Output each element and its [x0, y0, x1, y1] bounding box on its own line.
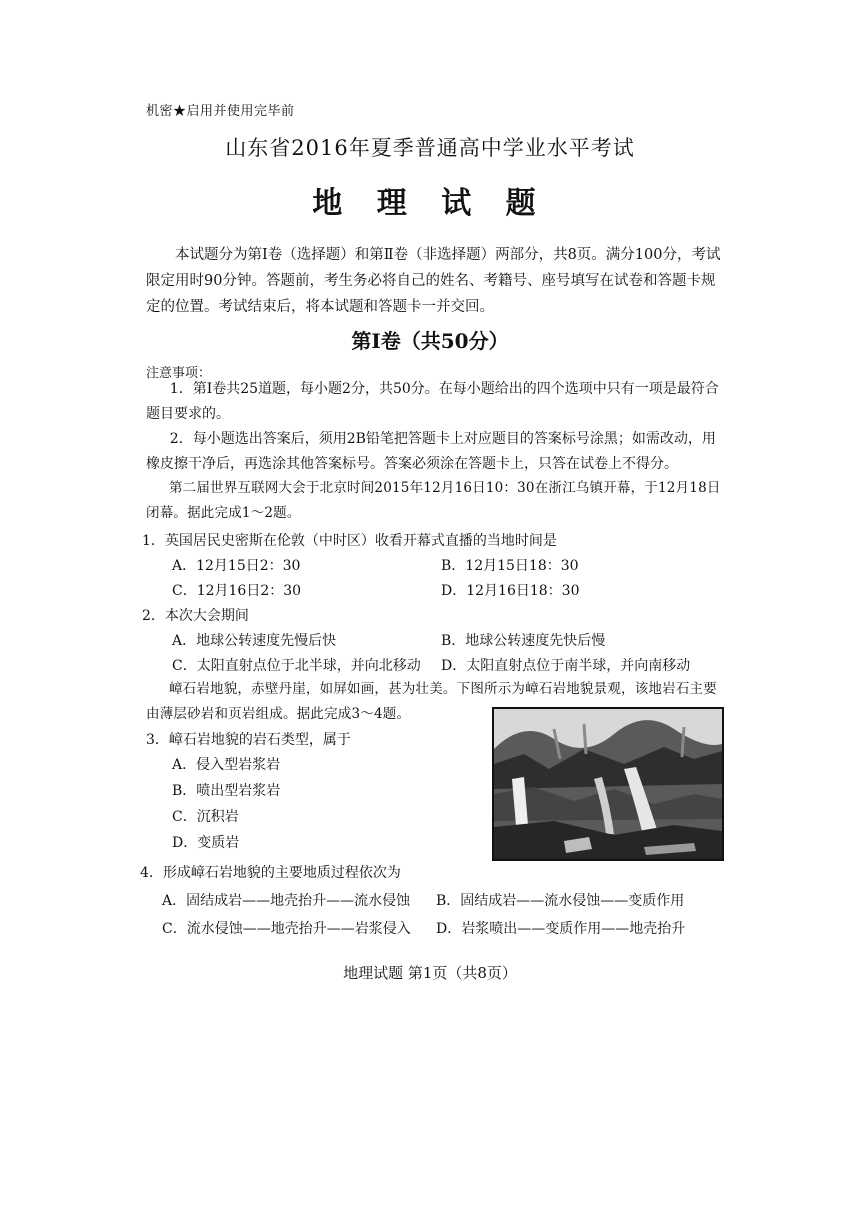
passage-internet-conference: 第二届世界互联网大会于北京时间2015年12月16日10：30在浙江乌镇开幕，于12月18日闭幕。据此完成1～2题。 [146, 480, 721, 521]
question-1-option-d: D．12月16日18：30 [441, 583, 580, 599]
question-4-option-c: C．流水侵蚀——地壳抬升——岩浆侵入 [162, 921, 411, 937]
note-item: 2．每小题选出答案后，须用2B铅笔把答题卡上对应题目的答案标号涂黑；如需改动，用橡皮擦干净后，再选涂其他答案标号。答案必须涂在答题卡上，只答在试卷上不得分。 [146, 431, 716, 472]
question-4-option-d: D．岩浆喷出——变质作用——地壳抬升 [436, 921, 686, 937]
question-4-stem: 4．形成嶂石岩地貌的主要地质过程依次为 [140, 865, 401, 881]
note-item: 1．第Ⅰ卷共25道题，每小题2分，共50分。在每小题给出的四个选项中只有一项是最符合题目要求的。 [146, 381, 719, 422]
confidential-mark: 机密★启用并使用完毕前 [146, 104, 295, 119]
subject-title: 地 理 试 题 [312, 186, 548, 221]
question-4-option-b: B．固结成岩——流水侵蚀——变质作用 [436, 893, 685, 909]
exam-title: 山东省2016年夏季普通高中学业水平考试 [225, 136, 635, 160]
page-footer: 地理试题 第1页（共8页） [343, 964, 517, 982]
exam-instructions: 本试题分为第Ⅰ卷（选择题）和第Ⅱ卷（非选择题）两部分，共8页。满分100分，考试限定用时90分钟。答题前，考生务必将自己的姓名、考籍号、座号填写在试卷和答题卡规定的位置。考试结束后，将本试题和答题卡一并交回。 [146, 247, 721, 315]
question-4-option-a: A．固结成岩——地壳抬升——流水侵蚀 [162, 893, 411, 909]
question-3-option-a: A．侵入型岩浆岩 [172, 757, 281, 773]
question-2-stem: 2．本次大会期间 [142, 608, 249, 624]
question-2-option-a: A．地球公转速度先慢后快 [172, 633, 337, 649]
question-3-option-b: B．喷出型岩浆岩 [172, 783, 281, 799]
question-1-option-b: B．12月15日18：30 [441, 558, 579, 574]
notes-title: 注意事项： [146, 366, 212, 381]
question-2-option-c: C．太阳直射点位于北半球，并向北移动 [172, 658, 421, 674]
cliff-landscape-illustration [494, 709, 722, 859]
passage-zhangshiyan-landform: 嶂石岩地貌，赤壁丹崖，如屏如画，甚为壮美。下图所示为嶂石岩地貌景观，该地岩石主要由薄层砂岩和页岩组成。据此完成3～4题。 [146, 681, 717, 722]
landform-photo [492, 707, 724, 861]
section-heading: 第Ⅰ卷（共50分） [351, 329, 509, 353]
question-3-option-d: D．变质岩 [172, 835, 240, 851]
question-1-stem: 1．英国居民史密斯在伦敦（中时区）收看开幕式直播的当地时间是 [142, 533, 557, 549]
question-1-option-a: A．12月15日2：30 [172, 558, 301, 574]
question-2-option-b: B．地球公转速度先快后慢 [441, 633, 606, 649]
question-1-option-c: C．12月16日2：30 [172, 583, 302, 599]
question-2-option-d: D．太阳直射点位于南半球，并向南移动 [441, 658, 691, 674]
question-3-stem: 3．嶂石岩地貌的岩石类型，属于 [146, 732, 351, 748]
question-3-option-c: C．沉积岩 [172, 809, 239, 825]
